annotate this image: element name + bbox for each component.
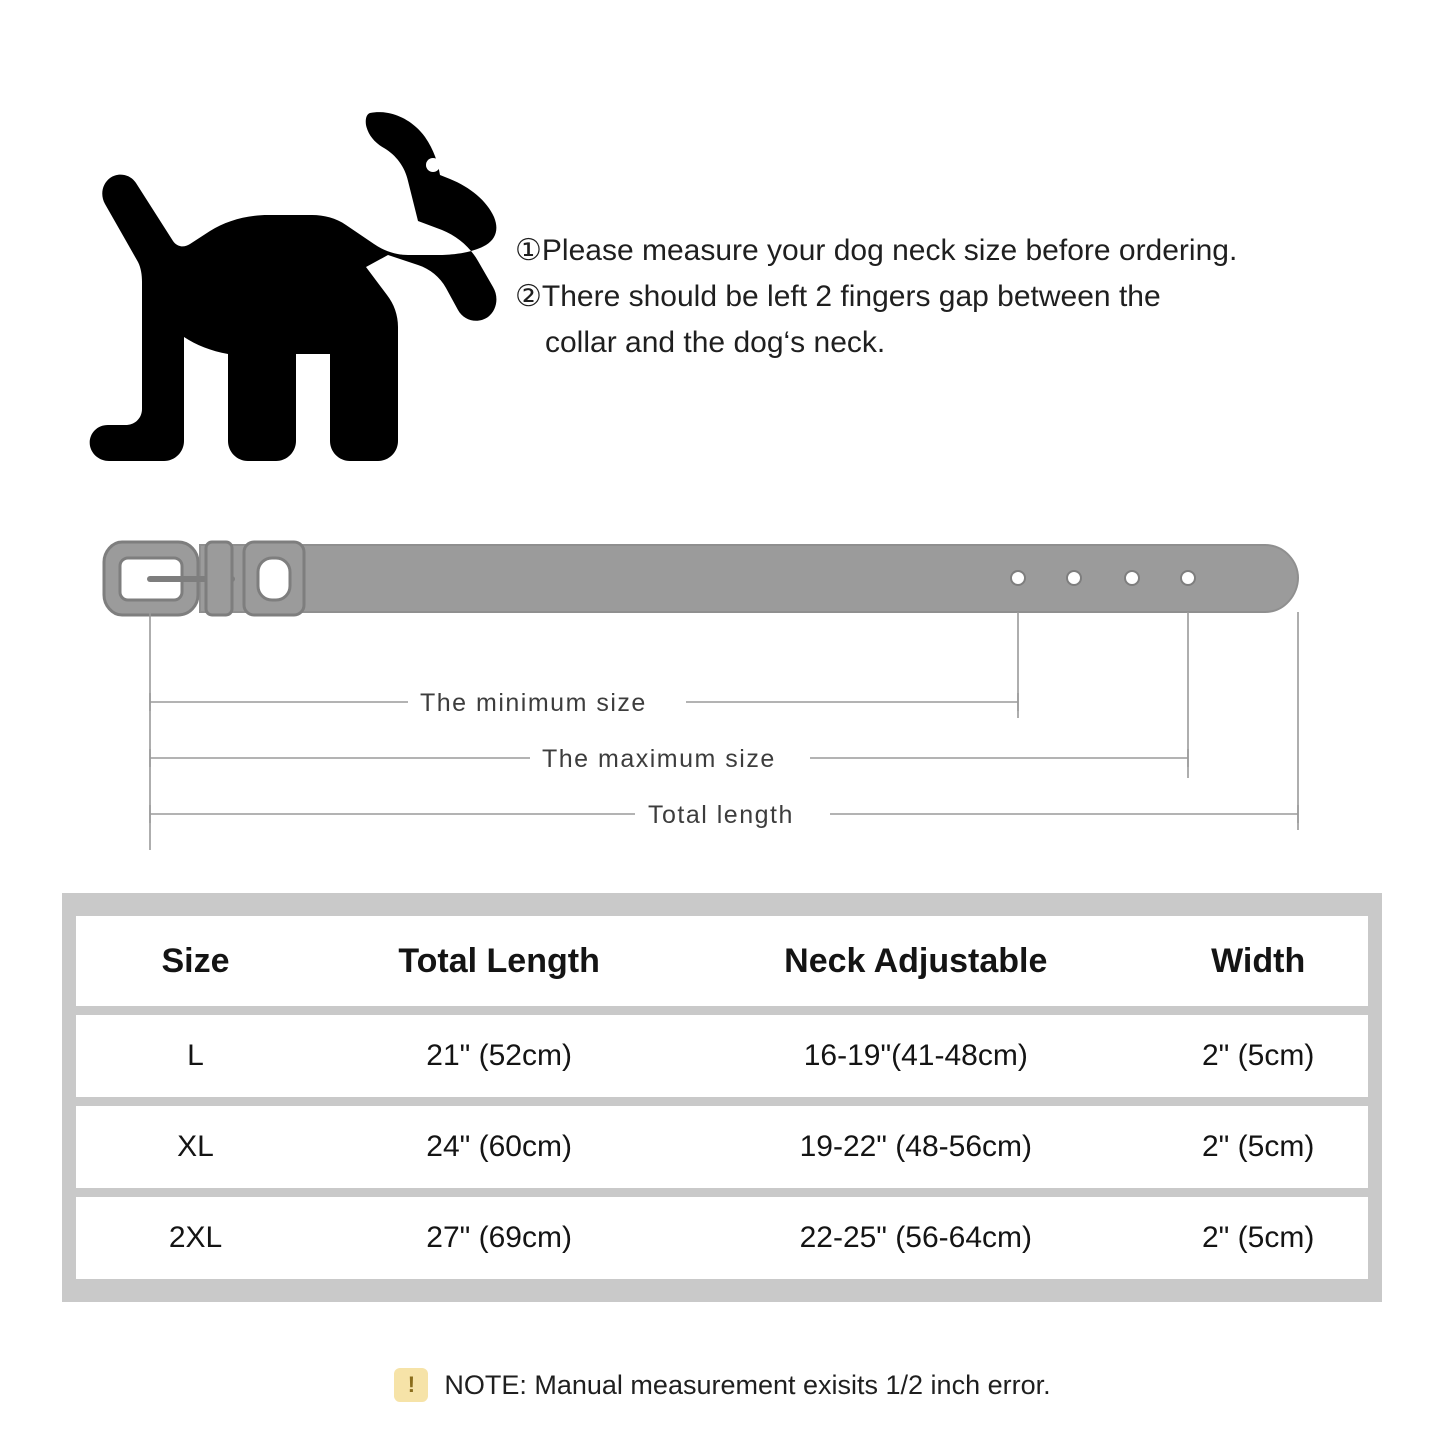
header-total-length: Total Length: [315, 916, 683, 1006]
cell-width: 2" (5cm): [1148, 1015, 1368, 1097]
table-header-row: [76, 916, 1368, 1006]
instruction-line-1: ①Please measure your dog neck size before ordering.: [515, 234, 1238, 267]
header-width: Width: [1148, 916, 1368, 1006]
cell-neck: 19-22" (48-56cm): [683, 1106, 1148, 1188]
cell-width: 2" (5cm): [1148, 1197, 1368, 1279]
collar-strap: [104, 542, 1298, 615]
cell-width: 2" (5cm): [1148, 1106, 1368, 1188]
dog-silhouette-icon: [78, 105, 498, 475]
note-text: NOTE: Manual measurement exisits 1/2 inch error.: [444, 1369, 1051, 1400]
table-row: [76, 1197, 1368, 1279]
cell-neck: 16-19"(41-48cm): [683, 1015, 1148, 1097]
maximum-size-label: The maximum size: [542, 745, 776, 773]
collar-measurement-diagram: [0, 500, 1445, 890]
header-size: Size: [76, 916, 315, 1006]
cell-total: 21" (52cm): [315, 1015, 683, 1097]
table-row: [76, 1015, 1368, 1097]
cell-total: 27" (69cm): [315, 1197, 683, 1279]
header-neck-adjustable: Neck Adjustable: [683, 916, 1148, 1006]
minimum-size-label: The minimum size: [420, 689, 647, 717]
cell-size: L: [76, 1015, 315, 1097]
cell-neck: 22-25" (56-64cm): [683, 1197, 1148, 1279]
size-table: [76, 907, 1368, 1288]
size-table-container: [62, 893, 1382, 1302]
cell-size: XL: [76, 1106, 315, 1188]
table-row: [76, 1106, 1368, 1188]
instruction-line-3: collar and the dog‘s neck.: [545, 326, 886, 359]
note-row: [0, 1368, 1445, 1402]
instructions-block: [515, 228, 1395, 366]
intro-section: [0, 0, 1445, 500]
warning-icon: !: [394, 1368, 428, 1402]
instruction-line-2: ②There should be left 2 fingers gap between the: [515, 280, 1161, 313]
cell-total: 24" (60cm): [315, 1106, 683, 1188]
total-length-label: Total length: [648, 801, 794, 829]
cell-size: 2XL: [76, 1197, 315, 1279]
